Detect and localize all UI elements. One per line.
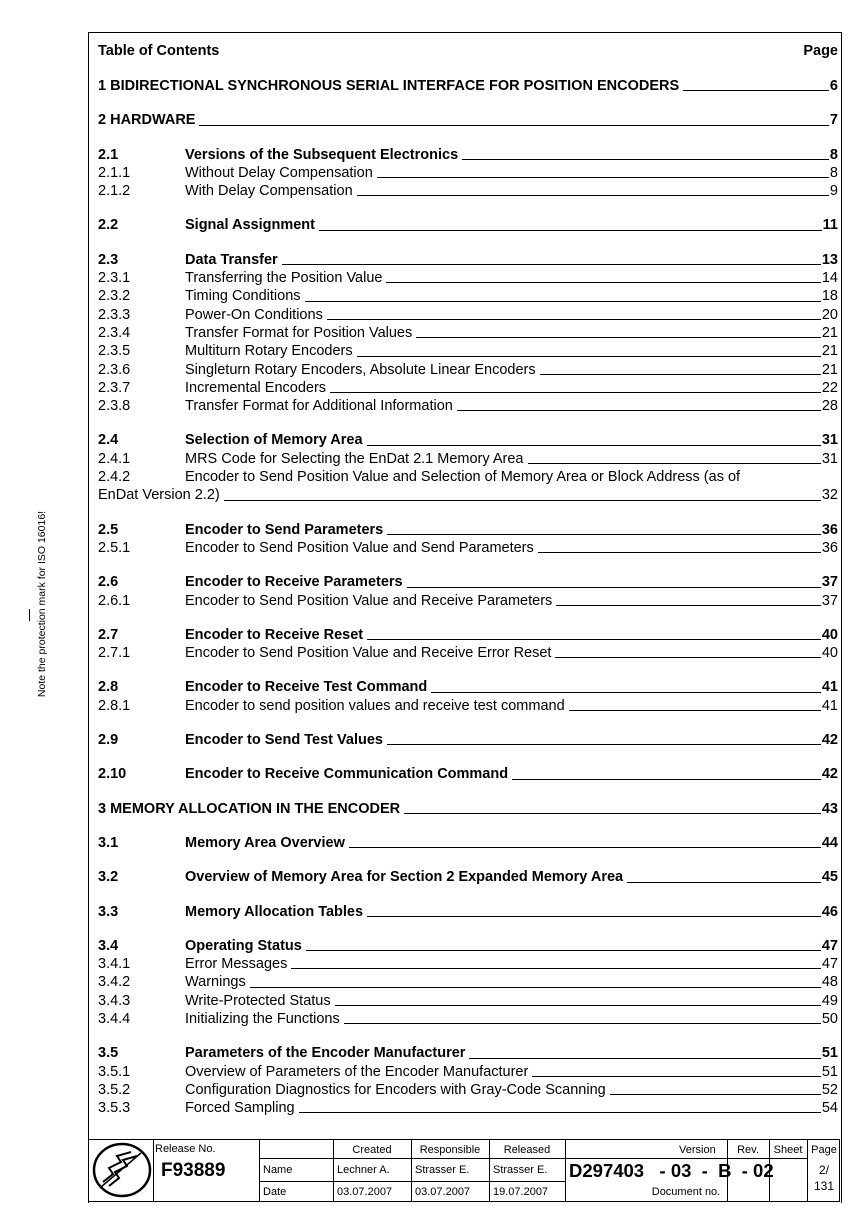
toc-leader <box>335 1005 821 1006</box>
toc-entry-page: 9 <box>829 183 838 200</box>
toc-entry[interactable] <box>98 182 838 200</box>
toc-entry-number: 3.2 <box>98 869 119 886</box>
toc-gap <box>98 887 838 903</box>
toc-leader <box>569 710 821 711</box>
toc-entry-title: Encoder to send position values and receive test command <box>185 697 565 714</box>
toc-leader <box>469 1058 820 1059</box>
toc-leader <box>431 692 821 693</box>
responsible-label: Responsible <box>419 1144 481 1156</box>
toc-entry[interactable] <box>98 903 838 921</box>
toc-leader <box>327 319 821 320</box>
toc-entry-page: 50 <box>821 1010 838 1027</box>
toc-entry-page: 51 <box>821 1063 838 1080</box>
toc-entry-number: 2 HARDWARE <box>98 112 196 129</box>
toc-entry[interactable] <box>98 626 838 644</box>
toc-entry-page: 21 <box>821 343 838 360</box>
toc-leader <box>305 301 821 302</box>
toc-leader <box>627 882 821 883</box>
toc-leader <box>344 1023 821 1024</box>
toc-leader <box>357 356 821 357</box>
toc-gap <box>98 200 838 216</box>
toc-entry[interactable] <box>98 644 838 662</box>
toc-leader <box>306 950 821 951</box>
toc-entry-title: Initializing the Functions <box>185 1010 340 1027</box>
toc-entry[interactable] <box>98 765 838 783</box>
toc-entry[interactable] <box>98 992 838 1010</box>
toc-entry[interactable] <box>98 77 838 95</box>
toc-leader <box>367 639 821 640</box>
toc-entry-number: 2.2 <box>98 217 119 234</box>
toc-entry-number: 1 BIDIRECTIONAL SYNCHRONOUS SERIAL INTERFACE FOR POSITION ENCODERS <box>98 78 680 94</box>
toc-entry-page: 36 <box>821 539 838 556</box>
toc-entry[interactable] <box>98 397 838 415</box>
toc-entry-page: 37 <box>821 592 838 609</box>
toc-entry[interactable] <box>98 164 838 182</box>
toc-gap <box>98 715 838 731</box>
toc-entry-number: 2.5.1 <box>98 539 131 556</box>
toc-entry[interactable] <box>98 324 838 342</box>
toc-entry-title: Data Transfer <box>185 251 278 268</box>
toc-entry-page: 48 <box>821 974 838 991</box>
toc-entry-page: 37 <box>821 574 838 591</box>
toc-entry-number: 2.6 <box>98 574 119 591</box>
toc-entry-page: 21 <box>821 361 838 378</box>
release-label: Release No. <box>155 1143 216 1155</box>
toc-entry[interactable] <box>98 678 838 696</box>
page-label: Page <box>811 1144 837 1156</box>
toc-entry-page: 22 <box>821 379 838 396</box>
created-name: Lechner A. <box>337 1164 390 1176</box>
toc-entry-number: 2.6.1 <box>98 592 131 609</box>
toc-entry-page: 45 <box>821 869 838 886</box>
toc-leader <box>683 90 829 91</box>
toc-leader <box>357 195 829 196</box>
toc-entry-number: 2.3.2 <box>98 288 131 305</box>
toc-entry-page: 18 <box>821 288 838 305</box>
toc-entry[interactable] <box>98 1081 838 1099</box>
toc-entry-number: 3.5 <box>98 1045 119 1062</box>
toc-entry-number: 3.3 <box>98 903 119 920</box>
toc-gap <box>98 61 838 77</box>
toc-entry-title: Encoder to Receive Communication Command <box>185 766 509 783</box>
toc-entry-number: 2.3.7 <box>98 379 131 396</box>
toc-entry-title: Encoder to Send Position Value and Receive Parameters <box>185 592 553 609</box>
toc-body <box>98 61 838 1117</box>
toc-entry[interactable] <box>98 937 838 955</box>
toc-entry[interactable] <box>98 361 838 379</box>
toc-leader <box>387 744 821 745</box>
toc-leader <box>367 445 821 446</box>
toc-gap <box>98 505 838 521</box>
name-label: Name <box>263 1164 293 1176</box>
toc-entry[interactable] <box>98 486 838 504</box>
toc-entry-title: Encoder to Receive Reset <box>185 626 364 643</box>
toc-header <box>98 40 838 61</box>
toc-entry-number: 3.1 <box>98 834 119 851</box>
toc-entry-title: Signal Assignment <box>185 217 315 234</box>
toc-leader <box>555 657 820 658</box>
toc-entry-title: Error Messages <box>185 956 288 973</box>
toc-entry[interactable] <box>98 269 838 287</box>
release-number: F93889 <box>161 1160 226 1181</box>
toc-entry-title: Encoder to Receive Test Command <box>185 679 428 696</box>
title-block <box>88 1139 840 1202</box>
toc-entry-number: 3.4.4 <box>98 1010 131 1027</box>
toc-leader <box>330 392 821 393</box>
toc-entry-page: 54 <box>821 1100 838 1117</box>
table-of-contents <box>98 40 838 1117</box>
toc-leader <box>224 500 821 501</box>
toc-entry-number: 3.5.2 <box>98 1081 131 1098</box>
toc-entry-title: Transfer Format for Position Values <box>185 324 413 341</box>
toc-entry-title: Versions of the Subsequent Electronics <box>185 146 459 163</box>
toc-entry-title: Transfer Format for Additional Information <box>185 398 453 415</box>
toc-entry-number: 2.4.1 <box>98 450 131 467</box>
toc-entry-number: 3.5.3 <box>98 1100 131 1117</box>
released-label: Released <box>503 1144 551 1156</box>
toc-entry-number: 2.3.8 <box>98 398 131 415</box>
toc-entry-number: 2.8.1 <box>98 697 131 714</box>
toc-entry-number: 2.9 <box>98 732 119 749</box>
toc-leader <box>282 264 821 265</box>
toc-entry-title: Incremental Encoders <box>185 379 327 396</box>
toc-leader <box>367 916 821 917</box>
toc-entry-page: 41 <box>821 697 838 714</box>
toc-entry[interactable] <box>98 306 838 324</box>
toc-leader <box>528 463 821 464</box>
released-name: Strasser E. <box>493 1164 548 1176</box>
toc-entry[interactable] <box>98 1063 838 1081</box>
toc-leader <box>538 552 821 553</box>
toc-entry-page: 32 <box>821 487 838 504</box>
toc-entry[interactable] <box>98 1044 838 1062</box>
toc-gap <box>98 662 838 678</box>
toc-entry-number: 2.3.1 <box>98 270 131 287</box>
toc-entry-title: Power-On Conditions <box>185 306 323 323</box>
toc-entry-page: 40 <box>821 645 838 662</box>
toc-entry[interactable] <box>98 1099 838 1117</box>
toc-gap <box>98 818 838 834</box>
date-label: Date <box>263 1186 287 1198</box>
toc-entry[interactable] <box>98 111 838 129</box>
toc-leader <box>457 410 821 411</box>
toc-entry[interactable] <box>98 834 838 852</box>
toc-leader <box>404 813 821 814</box>
toc-entry[interactable] <box>98 1010 838 1028</box>
toc-gap <box>98 130 838 146</box>
toc-leader <box>512 779 821 780</box>
toc-entry-number: 2.3.5 <box>98 343 131 360</box>
toc-leader <box>386 282 820 283</box>
toc-entry-title: Overview of Memory Area for Section 2 Expanded Memory Area <box>185 869 624 886</box>
toc-gap <box>98 749 838 765</box>
toc-entry-number: 2.1 <box>98 146 119 163</box>
toc-entry[interactable] <box>98 379 838 397</box>
toc-entry-page: 21 <box>821 324 838 341</box>
company-logo-icon <box>89 1140 155 1200</box>
toc-entry-number: EnDat Version 2.2) <box>98 487 220 504</box>
toc-entry-number: 2.3.6 <box>98 361 131 378</box>
toc-entry-number: 2.5 <box>98 521 119 538</box>
document-no-label: Document no. <box>651 1186 721 1198</box>
toc-entry[interactable] <box>98 868 838 886</box>
toc-leader <box>250 987 821 988</box>
toc-entry-page: 51 <box>821 1045 838 1062</box>
toc-entry-page: 52 <box>821 1081 838 1098</box>
toc-entry-title: Transferring the Position Value <box>185 270 383 287</box>
toc-entry[interactable] <box>98 573 838 591</box>
toc-entry[interactable] <box>98 287 838 305</box>
toc-entry-number: 2.8 <box>98 679 119 696</box>
toc-entry[interactable] <box>98 251 838 269</box>
toc-entry-title: Memory Area Overview <box>185 834 345 851</box>
toc-entry[interactable] <box>98 731 838 749</box>
toc-title: Table of Contents <box>98 42 220 59</box>
toc-entry-title: Without Delay Compensation <box>185 164 373 181</box>
toc-entry-page: 49 <box>821 992 838 1009</box>
toc-entry-page: 6 <box>829 78 838 94</box>
toc-leader <box>556 605 821 606</box>
toc-gap <box>98 235 838 251</box>
toc-entry-page: 47 <box>821 956 838 973</box>
toc-gap <box>98 784 838 800</box>
toc-entry-title: Timing Conditions <box>185 288 301 305</box>
toc-leader <box>319 230 822 231</box>
toc-entry-title: Multiturn Rotary Encoders <box>185 343 353 360</box>
toc-entry[interactable] <box>98 697 838 715</box>
toc-entry-page: 41 <box>821 679 838 696</box>
toc-leader <box>407 587 821 588</box>
toc-entry-title: Encoder to Receive Parameters <box>185 574 403 591</box>
sheet-label: Sheet <box>773 1144 803 1156</box>
toc-leader <box>299 1112 821 1113</box>
responsible-name: Strasser E. <box>415 1164 470 1176</box>
toc-entry-page: 43 <box>821 800 838 817</box>
toc-entry-number: 2.7.1 <box>98 645 131 662</box>
toc-gap <box>98 610 838 626</box>
toc-entry-page: 42 <box>821 732 838 749</box>
toc-entry-number: 2.3.4 <box>98 324 131 341</box>
toc-entry[interactable] <box>98 431 838 449</box>
toc-entry-title: MRS Code for Selecting the EnDat 2.1 Memory Area <box>185 450 524 467</box>
toc-gap <box>98 557 838 573</box>
toc-gap <box>98 415 838 431</box>
toc-entry[interactable] <box>98 146 838 164</box>
toc-entry-number: 2.3 <box>98 251 119 268</box>
released-date: 19.07.2007 <box>493 1186 549 1198</box>
toc-leader <box>349 847 821 848</box>
responsible-date: 03.07.2007 <box>415 1186 471 1198</box>
toc-entry-number: 2.4.2 <box>98 469 131 486</box>
toc-leader <box>532 1076 821 1077</box>
toc-entry[interactable] <box>98 973 838 991</box>
toc-entry-title: Encoder to Send Position Value and Receive Error Reset <box>185 645 552 662</box>
toc-entry-number: 3.4.3 <box>98 992 131 1009</box>
toc-entry[interactable] <box>98 800 838 818</box>
toc-entry-title: Write-Protected Status <box>185 992 331 1009</box>
toc-entry-title: With Delay Compensation <box>185 183 353 200</box>
toc-entry[interactable] <box>98 342 838 360</box>
toc-leader <box>462 159 829 160</box>
toc-entry[interactable] <box>98 216 838 234</box>
toc-entry-page: 7 <box>829 112 838 129</box>
toc-entry-page: 31 <box>821 432 838 449</box>
toc-leader <box>377 177 829 178</box>
created-date: 03.07.2007 <box>337 1186 393 1198</box>
toc-entry-page: 47 <box>821 937 838 954</box>
toc-entry-title: Warnings <box>185 974 246 991</box>
toc-entry-number: 3.4.2 <box>98 974 131 991</box>
toc-entry-page: 31 <box>821 450 838 467</box>
toc-entry-number: 3.4.1 <box>98 956 131 973</box>
toc-entry[interactable] <box>98 521 838 539</box>
toc-entry-page: 8 <box>829 164 838 181</box>
toc-leader <box>610 1094 821 1095</box>
toc-entry[interactable] <box>98 955 838 973</box>
toc-gap <box>98 852 838 868</box>
toc-entry[interactable] <box>98 468 838 486</box>
toc-entry-title: Selection of Memory Area <box>185 432 363 449</box>
toc-gap <box>98 921 838 937</box>
toc-entry-title: Singleturn Rotary Encoders, Absolute Linear Encoders <box>185 361 536 378</box>
toc-entry-number: 2.4 <box>98 432 119 449</box>
toc-entry-number: 3 MEMORY ALLOCATION IN THE ENCODER <box>98 800 401 817</box>
toc-entry-title: Encoder to Send Position Value and Selection of Memory Area or Block Address (as of <box>185 469 741 486</box>
toc-entry-title: Parameters of the Encoder Manufacturer <box>185 1045 466 1062</box>
toc-leader <box>416 337 821 338</box>
version-label: Version <box>679 1144 716 1156</box>
toc-leader <box>291 968 821 969</box>
toc-entry-title: Encoder to Send Parameters <box>185 521 384 538</box>
toc-gap <box>98 1028 838 1044</box>
margin-tick <box>29 609 30 621</box>
toc-entry-page: 40 <box>821 626 838 643</box>
toc-entry-number: 2.3.3 <box>98 306 131 323</box>
toc-entry-number: 2.1.1 <box>98 164 131 181</box>
toc-entry-number: 2.10 <box>98 766 127 783</box>
toc-entry-page: 36 <box>821 521 838 538</box>
toc-entry[interactable] <box>98 592 838 610</box>
toc-leader <box>387 534 821 535</box>
toc-page-label: Page <box>803 42 838 59</box>
toc-entry-title: Memory Allocation Tables <box>185 903 364 920</box>
toc-entry-title: Encoder to Send Test Values <box>185 732 383 749</box>
rev-label: Rev. <box>737 1144 759 1156</box>
page-value: 2/ 131 <box>813 1163 835 1193</box>
toc-entry-number: 3.5.1 <box>98 1063 131 1080</box>
toc-entry-page: 11 <box>822 217 838 234</box>
toc-entry-page: 20 <box>821 306 838 323</box>
toc-gap <box>98 95 838 111</box>
toc-entry-number: 2.7 <box>98 626 119 643</box>
toc-leader <box>199 125 828 126</box>
toc-entry-page: 42 <box>821 766 838 783</box>
toc-entry[interactable] <box>98 450 838 468</box>
toc-entry-page: 14 <box>821 270 838 287</box>
toc-entry-page: 44 <box>821 834 838 851</box>
toc-entry-title: Encoder to Send Position Value and Send Parameters <box>185 539 534 556</box>
toc-entry-page: 13 <box>821 251 838 268</box>
toc-entry-title: Overview of Parameters of the Encoder Manufacturer <box>185 1063 529 1080</box>
toc-entry-number: 2.1.2 <box>98 183 131 200</box>
toc-entry-title: Forced Sampling <box>185 1100 295 1117</box>
toc-leader <box>540 374 821 375</box>
document-id: D297403 - 03 - B - 02 <box>569 1160 774 1181</box>
created-label: Created <box>352 1144 392 1156</box>
toc-entry-page: 46 <box>821 903 838 920</box>
toc-entry-title: Configuration Diagnostics for Encoders with Gray-Code Scanning <box>185 1081 606 1098</box>
toc-entry-number: 3.4 <box>98 937 119 954</box>
toc-entry-page: 28 <box>821 398 838 415</box>
toc-entry-page: 8 <box>829 146 838 163</box>
toc-entry[interactable] <box>98 539 838 557</box>
toc-entry-title: Operating Status <box>185 937 302 954</box>
